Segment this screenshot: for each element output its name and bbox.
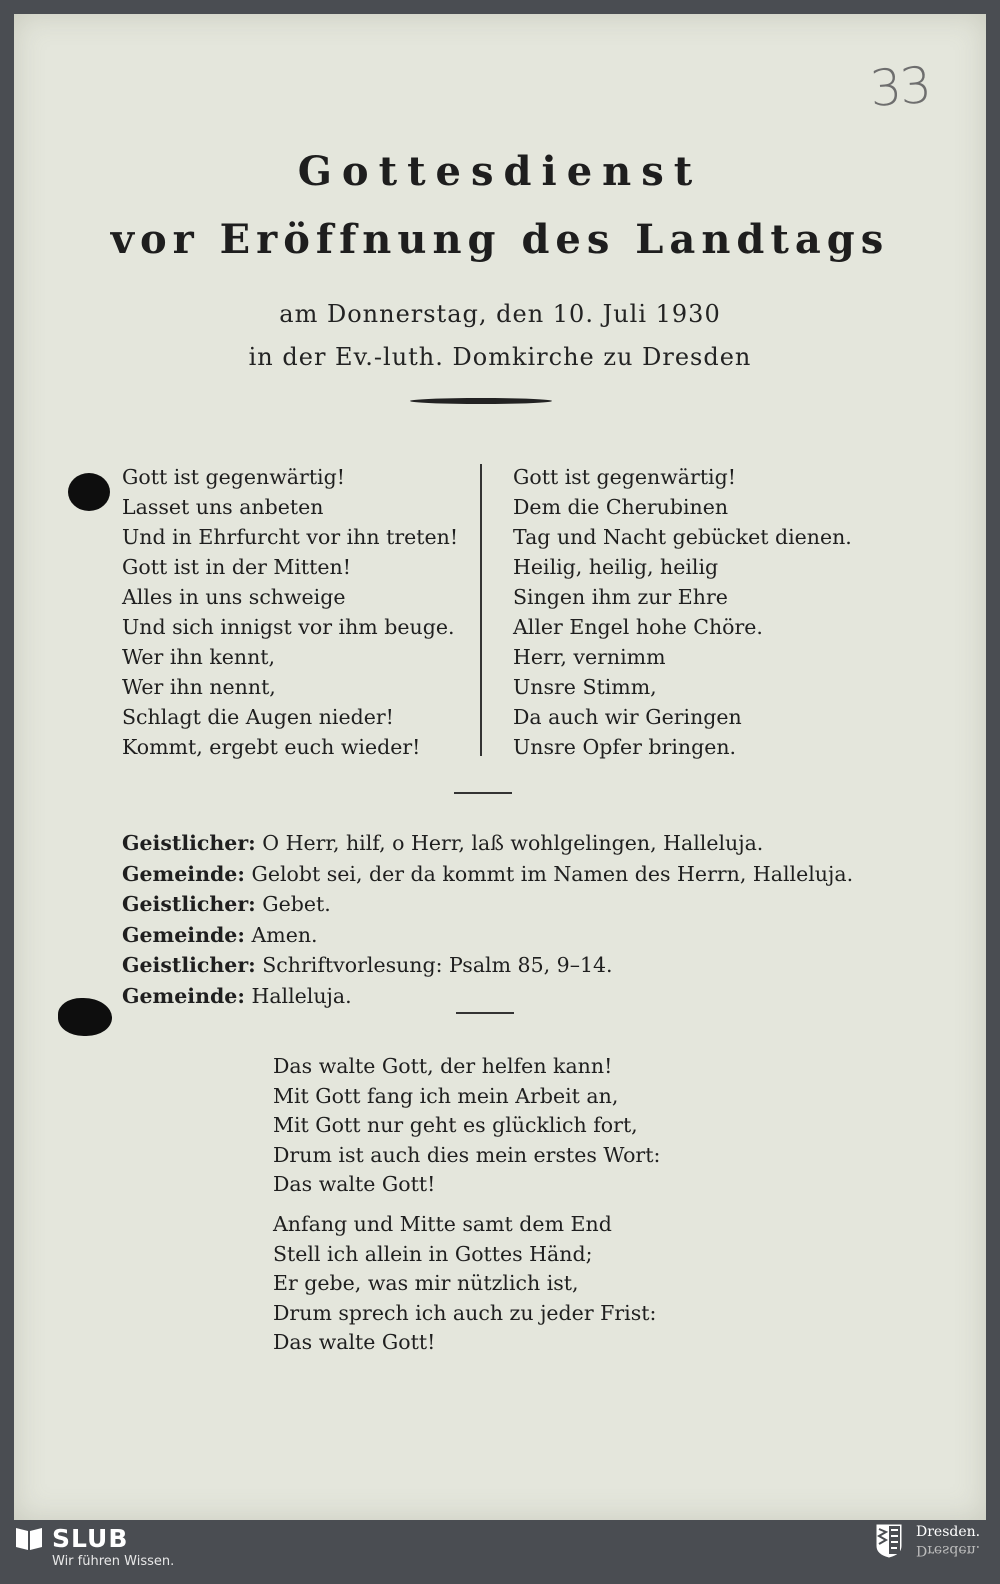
verse-line: Heilig, heilig, heilig [513,555,719,579]
liturgy-section [122,828,853,1011]
verse-line: Singen ihm zur Ehre [513,585,728,609]
liturgy-text: Halleluja. [251,983,352,1008]
liturgy-line [122,859,853,890]
verse-line: Mit Gott nur geht es glücklich fort, [273,1113,638,1137]
liturgy-text: Amen. [251,922,318,947]
verse-line: Anfang und Mitte samt dem End [273,1212,612,1236]
liturgy-text: Gelobt sei, der da kommt im Namen des Herrn, Halleluja. [251,861,854,886]
document-title-line-1: Gottesdienst [297,148,703,195]
punch-hole [58,998,112,1036]
verse-line: Alles in uns schweige [122,585,346,609]
verse-line: Tag und Nacht gebücket dienen. [513,525,852,549]
liturgy-line [122,889,853,920]
coat-of-arms-icon [876,1524,902,1562]
verse-line: Herr, vernimm [513,645,666,669]
city-logo-text[interactable]: Dresden. [916,1524,981,1540]
verse-line: Gott ist gegenwärtig! [122,465,345,489]
punch-hole [68,473,110,511]
hymn1-right-column [513,462,852,762]
hymn1-left-column [122,462,458,762]
verse-line: Drum ist auch dies mein erstes Wort: [273,1142,661,1167]
verse-line: Stell ich allein in Gottes Händ; [273,1241,593,1266]
document-subtitle-place: in der Ev.-luth. Domkirche zu Dresden [248,343,752,371]
verse-line: Wer ihn nennt, [122,675,276,699]
liturgy-line [122,920,853,951]
liturgy-line [122,981,853,1012]
verse-line: Unsre Stimm, [513,675,657,699]
section-divider [454,792,512,794]
verse-line: Das walte Gott! [273,1330,436,1354]
book-icon [14,1524,44,1556]
speaker-label: Gemeinde: [122,922,245,947]
verse-line: Drum sprech ich auch zu jeder Frist: [273,1300,657,1325]
speaker-label: Gemeinde: [122,861,245,886]
verse-line: Da auch wir Geringen [513,705,742,729]
handwritten-page-number: 33 [868,55,932,119]
liturgy-line [122,950,853,981]
liturgy-line [122,828,853,859]
viewer-footer-bar [0,1520,1000,1584]
verse-line: Aller Engel hohe Chöre. [513,615,763,639]
document-subtitle-date: am Donnerstag, den 10. Juli 1930 [279,300,721,328]
verse-line: Gott ist in der Mitten! [122,555,351,579]
hymn2-stanza-2 [273,1210,656,1358]
hymn2-stanza-1 [273,1052,660,1200]
speaker-label: Geistlicher: [122,831,256,855]
verse-line: Er gebe, was mir nützlich ist, [273,1271,579,1295]
verse-line: Das walte Gott, der helfen kann! [273,1054,613,1078]
liturgy-text: Gebet. [262,892,331,916]
liturgy-text: Schriftvorlesung: Psalm 85, 9–14. [262,953,613,977]
verse-line: Unsre Opfer bringen. [513,735,737,759]
speaker-label: Geistlicher: [122,953,256,977]
city-logo-reflection: Dresden. [916,1542,981,1558]
library-logo-tagline: Wir führen Wissen. [52,1554,175,1569]
speaker-label: Gemeinde: [122,983,245,1008]
verse-line: Wer ihn kennt, [122,645,276,669]
library-logo-name[interactable]: SLUB [52,1524,129,1553]
column-divider [480,464,482,756]
speaker-label: Geistlicher: [122,892,256,916]
verse-line: Gott ist gegenwärtig! [513,465,736,489]
verse-line: Das walte Gott! [273,1172,436,1196]
verse-line: Dem die Cherubinen [513,495,729,519]
section-divider [456,1012,514,1014]
verse-line: Kommt, ergebt euch wieder! [122,735,421,759]
verse-line: Schlagt die Augen nieder! [122,705,394,729]
verse-line: Lasset uns anbeten [122,495,324,519]
liturgy-text: O Herr, hilf, o Herr, laß wohlgelingen, Halleluja. [262,831,764,855]
title-divider [410,398,552,404]
verse-line: Mit Gott fang ich mein Arbeit an, [273,1083,619,1108]
verse-line: Und sich innigst vor ihm beuge. [122,615,455,639]
document-title-line-2: vor Eröffnung des Landtags [110,216,890,263]
verse-line: Und in Ehrfurcht vor ihn treten! [122,525,459,549]
